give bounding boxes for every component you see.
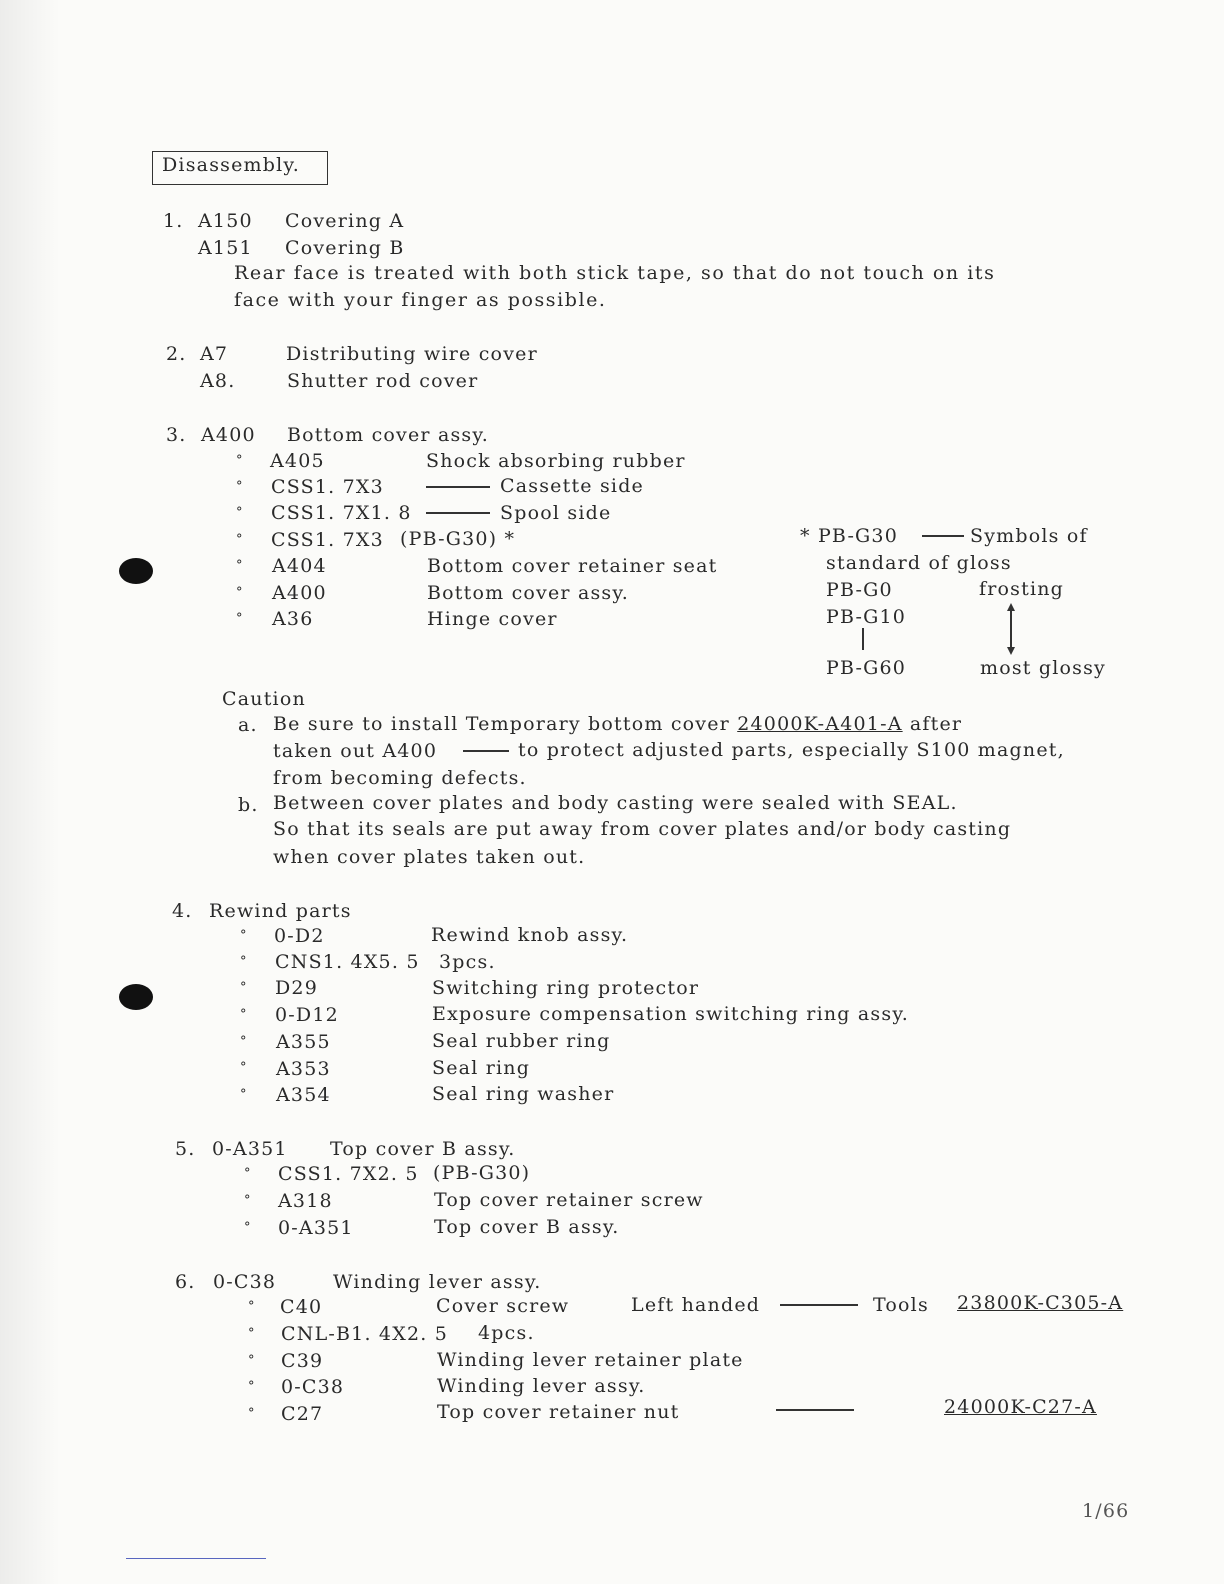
- s5-item-desc-3: Top cover B assy.: [434, 1216, 620, 1238]
- s2-number: 2.: [166, 343, 187, 365]
- s5-item-code-2: A318: [278, 1190, 333, 1212]
- tools-dash-2: [776, 1409, 854, 1411]
- page-number: 1/66: [1082, 1500, 1130, 1522]
- s4-title: Rewind parts: [209, 900, 352, 922]
- s6-code: 0-C38: [213, 1271, 277, 1293]
- s5-item-code-1: CSS1. 7X2. 5: [278, 1163, 419, 1185]
- s4-item-desc-2: 3pcs.: [439, 951, 496, 973]
- tool-part-number-2: 24000K-C27-A: [944, 1396, 1097, 1418]
- s6-item-code-1: C40: [280, 1296, 323, 1318]
- s4-item-desc-1: Rewind knob assy.: [431, 924, 629, 946]
- gloss-dash: [922, 535, 964, 537]
- s5-item-desc-2: Top cover retainer screw: [434, 1189, 704, 1211]
- s6-number: 6.: [175, 1271, 196, 1293]
- caution-a-line-2a: taken out A400: [273, 740, 438, 762]
- s3-bullet-5: °: [236, 558, 244, 573]
- s6-bullet-2: °: [248, 1326, 256, 1341]
- s3-item-desc-6: Bottom cover assy.: [427, 582, 630, 604]
- s4-bullet-4: °: [240, 1007, 248, 1022]
- punch-hole-bottom: [119, 984, 153, 1010]
- s5-code: 0-A351: [212, 1138, 288, 1160]
- gloss-pbg0: PB-G0: [826, 579, 893, 601]
- gloss-pbg10: PB-G10: [826, 606, 907, 628]
- left-handed-label: Left handed: [631, 1294, 761, 1316]
- punch-hole-top: [119, 558, 153, 584]
- s5-number: 5.: [175, 1138, 196, 1160]
- s1-code-2: A151: [198, 237, 253, 259]
- s1-note-line-2: face with your finger as possible.: [234, 289, 607, 311]
- s6-bullet-1: °: [248, 1299, 256, 1314]
- s3-bullet-6: °: [236, 585, 244, 600]
- gloss-symbol: * PB-G30: [800, 525, 899, 547]
- s4-item-code-4: 0-D12: [275, 1004, 339, 1026]
- tools-label: Tools: [873, 1294, 929, 1316]
- gloss-frosting: frosting: [979, 578, 1065, 600]
- bottom-edge-line: [126, 1558, 266, 1559]
- gloss-pbg60: PB-G60: [826, 657, 907, 679]
- s5-desc: Top cover B assy.: [330, 1138, 516, 1160]
- s3-item-code-7: A36: [272, 608, 314, 630]
- section-heading: Disassembly.: [152, 151, 328, 185]
- scan-edge-shade: [0, 0, 60, 1584]
- s1-number: 1.: [163, 210, 184, 232]
- s4-bullet-1: °: [240, 928, 248, 943]
- s3-bullet-1: °: [236, 453, 244, 468]
- s3-item-code-4: CSS1. 7X3: [271, 529, 384, 551]
- gloss-symbols-of: Symbols of: [970, 525, 1088, 547]
- s3-bullet-3: °: [236, 505, 244, 520]
- gloss-standard: standard of gloss: [826, 552, 1012, 574]
- s2-desc-1: Distributing wire cover: [286, 343, 538, 365]
- caution-b-line-3: when cover plates taken out.: [273, 846, 586, 868]
- s5-bullet-3: °: [244, 1220, 252, 1235]
- s3-number: 3.: [166, 424, 187, 446]
- s6-item-desc-5: Top cover retainer nut: [437, 1401, 680, 1423]
- s2-code-2: A8.: [200, 370, 236, 392]
- caution-a-label: a.: [238, 714, 258, 736]
- s4-bullet-5: °: [240, 1034, 248, 1049]
- s3-item-desc-7: Hinge cover: [427, 608, 558, 630]
- s3-dash-3: [426, 512, 490, 514]
- s1-note-line-1: Rear face is treated with both stick tape, so that do not touch on its: [234, 262, 996, 284]
- s4-item-code-6: A353: [276, 1058, 331, 1080]
- s6-bullet-5: °: [248, 1406, 256, 1421]
- s4-item-code-5: A355: [276, 1031, 331, 1053]
- s4-bullet-2: °: [240, 954, 248, 969]
- caution-a-after: after: [909, 713, 963, 735]
- s6-item-code-5: C27: [281, 1403, 324, 1425]
- s4-bullet-7: °: [240, 1087, 248, 1102]
- s5-bullet-2: °: [244, 1193, 252, 1208]
- s6-bullet-3: °: [248, 1353, 256, 1368]
- s3-bullet-7: °: [236, 611, 244, 626]
- gloss-vline: [862, 628, 864, 650]
- caution-title: Caution: [222, 688, 306, 710]
- s6-item-desc-1: Cover screw: [436, 1295, 570, 1317]
- s6-item-desc-4: Winding lever assy.: [437, 1375, 646, 1397]
- s3-item-desc-2: Cassette side: [500, 475, 644, 497]
- s3-bullet-2: °: [236, 479, 244, 494]
- caution-b-line-2: So that its seals are put away from cover plates and/or body casting: [273, 818, 1012, 840]
- caution-a-line-2b: to protect adjusted parts, especially S100 magnet,: [518, 739, 1065, 761]
- s1-desc-2: Covering B: [285, 237, 405, 259]
- s3-item-desc-4: (PB-G30) *: [400, 528, 516, 550]
- s4-bullet-6: °: [240, 1060, 248, 1075]
- caution-a-line-3: from becoming defects.: [273, 767, 527, 789]
- s3-item-code-5: A404: [272, 555, 327, 577]
- caution-a-text: Be sure to install Temporary bottom cover: [273, 713, 730, 735]
- s4-item-desc-5: Seal rubber ring: [432, 1030, 611, 1052]
- s4-item-code-2: CNS1. 4X5. 5: [275, 951, 420, 973]
- s6-item-desc-3: Winding lever retainer plate: [437, 1349, 744, 1371]
- s3-item-code-1: A405: [270, 450, 325, 472]
- s1-code-1: A150: [198, 210, 253, 232]
- s3-item-desc-5: Bottom cover retainer seat: [427, 555, 718, 577]
- s6-item-code-3: C39: [281, 1350, 324, 1372]
- caution-b-line-1: Between cover plates and body casting were sealed with SEAL.: [273, 792, 958, 814]
- s3-item-code-6: A400: [272, 582, 327, 604]
- s6-bullet-4: °: [248, 1379, 256, 1394]
- tool-part-number-1: 23800K-C305-A: [957, 1292, 1124, 1314]
- s2-code-1: A7: [200, 343, 229, 365]
- s5-item-code-3: 0-A351: [278, 1217, 354, 1239]
- s3-code: A400: [201, 424, 256, 446]
- s2-desc-2: Shutter rod cover: [287, 370, 479, 392]
- s4-bullet-3: °: [240, 980, 248, 995]
- s6-desc: Winding lever assy.: [333, 1271, 542, 1293]
- tools-dash-1: [780, 1304, 858, 1306]
- s3-item-code-2: CSS1. 7X3: [271, 476, 384, 498]
- s4-item-code-1: 0-D2: [274, 925, 325, 947]
- s3-item-code-3: CSS1. 7X1. 8: [271, 502, 412, 524]
- s3-item-desc-3: Spool side: [500, 502, 612, 524]
- s4-item-desc-6: Seal ring: [432, 1057, 531, 1079]
- temporary-cover-part-number: 24000K-A401-A: [737, 713, 903, 735]
- gloss-arrow-icon: [1004, 602, 1018, 656]
- s6-item-code-2: CNL-B1. 4X2. 5: [281, 1323, 449, 1345]
- s3-desc: Bottom cover assy.: [287, 424, 490, 446]
- gloss-most-glossy: most glossy: [980, 657, 1106, 679]
- s4-item-desc-4: Exposure compensation switching ring assy.: [432, 1003, 909, 1025]
- s3-item-desc-1: Shock absorbing rubber: [426, 450, 686, 472]
- s5-bullet-1: °: [244, 1166, 252, 1181]
- s1-desc-1: Covering A: [285, 210, 405, 232]
- s5-item-desc-1: (PB-G30): [433, 1162, 531, 1184]
- caution-b-label: b.: [238, 794, 259, 816]
- s4-item-code-7: A354: [276, 1084, 331, 1106]
- s6-item-code-4: 0-C38: [281, 1376, 345, 1398]
- caution-a-dash: [463, 750, 509, 752]
- s4-item-desc-7: Seal ring washer: [432, 1083, 615, 1105]
- s3-bullet-4: °: [236, 532, 244, 547]
- s6-item-desc-2: 4pcs.: [478, 1322, 535, 1344]
- s4-number: 4.: [172, 900, 193, 922]
- caution-a-line-1: [273, 713, 962, 735]
- s4-item-desc-3: Switching ring protector: [432, 977, 700, 999]
- s3-dash-2: [426, 486, 490, 488]
- s4-item-code-3: D29: [275, 977, 319, 999]
